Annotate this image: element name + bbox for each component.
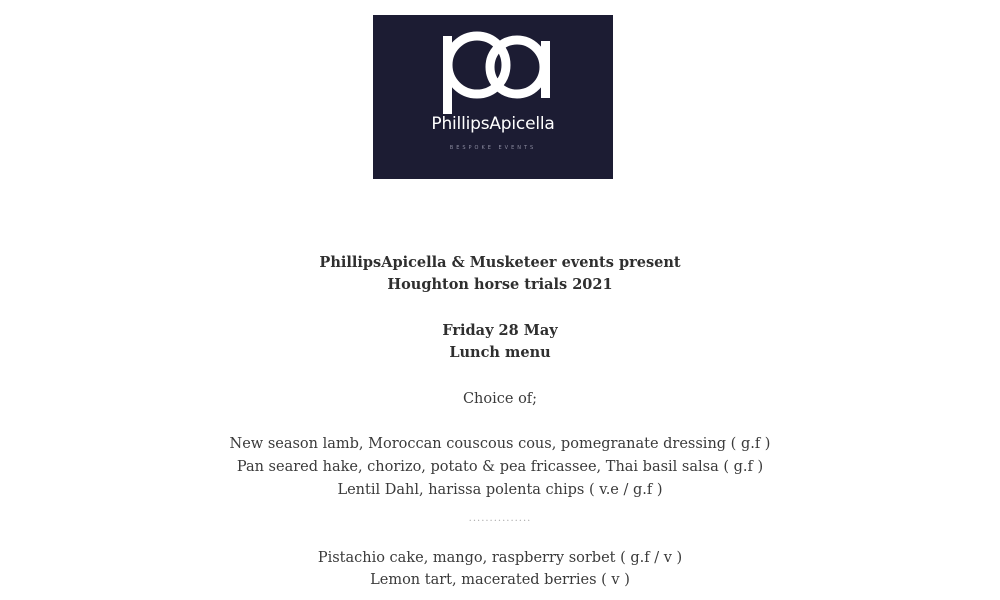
event-presenters: PhillipsApicella & Musketeer events present: [319, 254, 681, 271]
pa-monogram-icon: [373, 15, 613, 179]
choice-intro: Choice of;: [462, 391, 538, 407]
dessert-item: Lemon tart, macerated berries ( v ): [370, 572, 630, 588]
main-course-item: New season lamb, Moroccan couscous cous, pomegranate dressing ( g.f ): [229, 436, 771, 452]
logo-tagline: BESPOKE EVENTS: [449, 145, 537, 151]
main-course-item: Pan seared hake, chorizo, potato & pea fricassee, Thai basil salsa ( g.f ): [236, 459, 764, 475]
logo-wordmark: PhillipsApicella: [431, 114, 555, 134]
event-date: Friday 28 May: [442, 322, 558, 339]
menu-title: Lunch menu: [449, 344, 551, 361]
event-title: Houghton horse trials 2021: [387, 276, 613, 293]
section-separator: ...............: [468, 513, 532, 524]
dessert-item: Pistachio cake, mango, raspberry sorbet ( g.f / v ): [317, 550, 683, 566]
phillips-apicella-logo: [373, 15, 613, 179]
main-course-item: Lentil Dahl, harissa polenta chips ( v.e / g.f ): [337, 482, 663, 498]
